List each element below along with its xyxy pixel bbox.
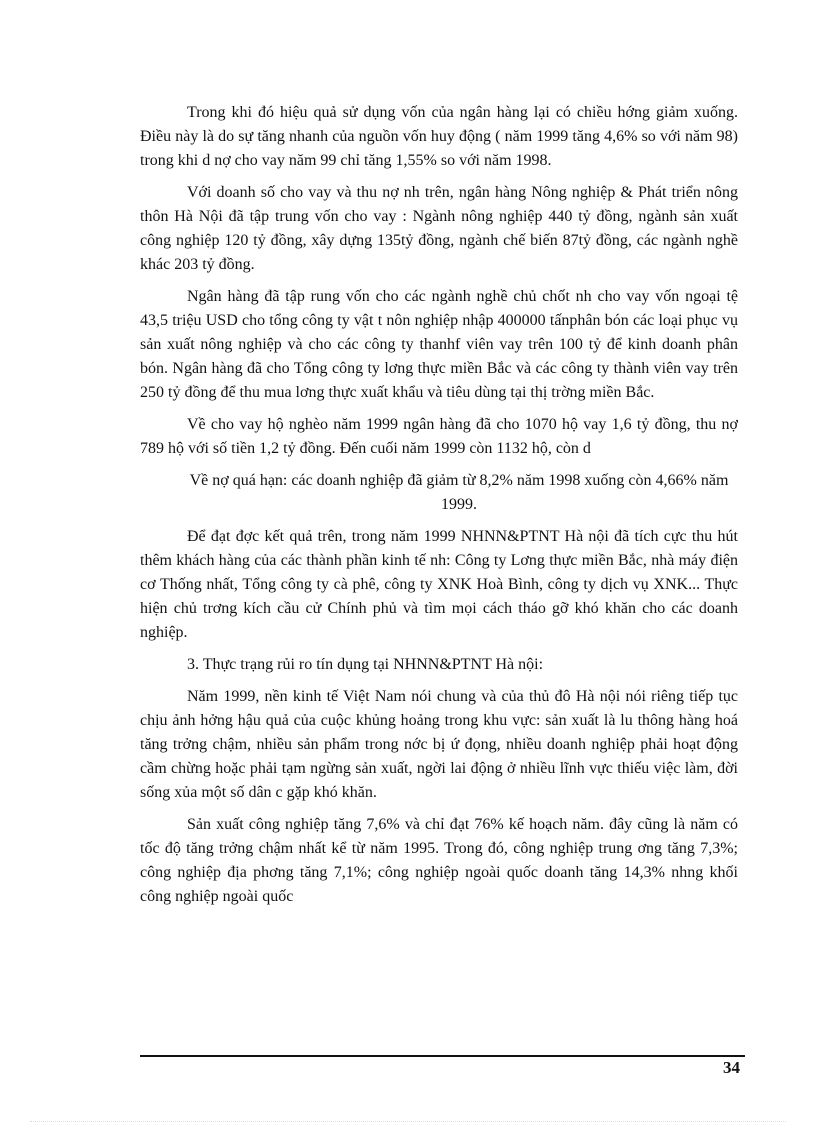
- footer-rule: [140, 1055, 745, 1057]
- paragraph-capital-efficiency: Trong khi đó hiệu quả sử dụng vốn của ngân hàng lại có chiều hớng giảm xuống. Điều này là do sự tăng nhanh của nguồn vốn huy động ( năm 1999 tăng 4,6% so với năm 98) trong khi d nợ cho vay năm 99 chỉ tăng 1,55% so với năm 1998.: [140, 104, 738, 169]
- paragraph-economy-1999: Năm 1999, nền kinh tế Việt Nam nói chung và của thủ đô Hà nội nói riêng tiếp tục chịu ảnh hởng hậu quả của cuộc khủng hoảng trong khu vực: sản xuất là lu thông hàng hoá tăng trởng chậm, nhiều sản phẩm trong nớc bị ứ đọng, nhiều doanh nghiệp phải hoạt động cầm chừng hoặc phải tạm ngừng sản xuất, ngời lai động ở nhiều lĩnh vực thiếu việc làm, đời sống xủa một số dân c gặp khó khăn.: [140, 688, 738, 801]
- page-body: [140, 101, 738, 917]
- section-heading-credit-risk: 3. Thực trạng rủi ro tín dụng tại NHNN&PTNT Hà nội:: [187, 656, 544, 673]
- paragraph-results-1999: Để đạt đợc kết quả trên, trong năm 1999 NHNN&PTNT Hà nội đã tích cực thu hút thêm khách hàng của các thành phần kinh tế nh: Công ty Lơng thực miền Bắc, nhà máy điện cơ Thống nhất, Tổng công ty cà phê, công ty XNK Hoà Bình, công ty dịch vụ XNK... Thực hiện chủ trơng kích cầu cử Chính phủ và tìm mọi cách tháo gỡ khó khăn cho các doanh nghiệp.: [140, 528, 738, 641]
- paragraph-lending-sectors: Với doanh số cho vay và thu nợ nh trên, ngân hàng Nông nghiệp & Phát triển nông thôn Hà Nội đã tập trung vốn cho vay : Ngành nông nghiệp 440 tỷ đồng, ngành sản xuất công nghiệp 120 tỷ đồng, xây dựng 135tỷ đồng, ngành chế biến 87tỷ đồng, các ngành nghề khác 203 tỷ đồng.: [140, 184, 738, 273]
- page-edge-divider: [30, 1121, 786, 1122]
- page-number: 34: [723, 1058, 740, 1077]
- paragraph-key-industries: Ngân hàng đã tập rung vốn cho các ngành nghề chủ chốt nh cho vay vốn ngoại tệ 43,5 triệu USD cho tổng công ty vật t nôn nghiệp nhập 400000 tấnphân bón các loại phục vụ sản xuất nông nghiệp và cho các công ty thanhf viên vay trên 100 tỷ để kinh doanh phân bón. Ngân hàng đã cho Tổng công ty lơng thực miền Bắc và các công ty thành viên vay trên 250 tỷ đồng để thu mua lơng thực xuất khẩu và tiêu dùng tại thị trờng miền Bắc.: [140, 288, 738, 401]
- paragraph-overdue-debt: Về nợ quá hạn: các doanh nghiệp đã giảm từ 8,2% năm 1998 xuống còn 4,66% năm 1999.: [189, 472, 729, 513]
- paragraph-poor-households: Về cho vay hộ nghèo năm 1999 ngân hàng đã cho 1070 hộ vay 1,6 tỷ đồng, thu nợ 789 hộ với số tiền 1,2 tỷ đồng. Đến cuối năm 1999 còn 1132 hộ, còn d: [140, 416, 738, 457]
- paragraph-industrial-production: Sản xuất công nghiệp tăng 7,6% và chỉ đạt 76% kế hoạch năm. đây cũng là năm có tốc độ tăng trởng chậm nhất kể từ năm 1995. Trong đó, công nghiệp trung ơng tăng 7,3%; công nghiệp địa phơng tăng 7,1%; công nghiệp ngoài quốc doanh tăng 14,3% nhng khối công nghiệp ngoài quốc: [140, 816, 738, 905]
